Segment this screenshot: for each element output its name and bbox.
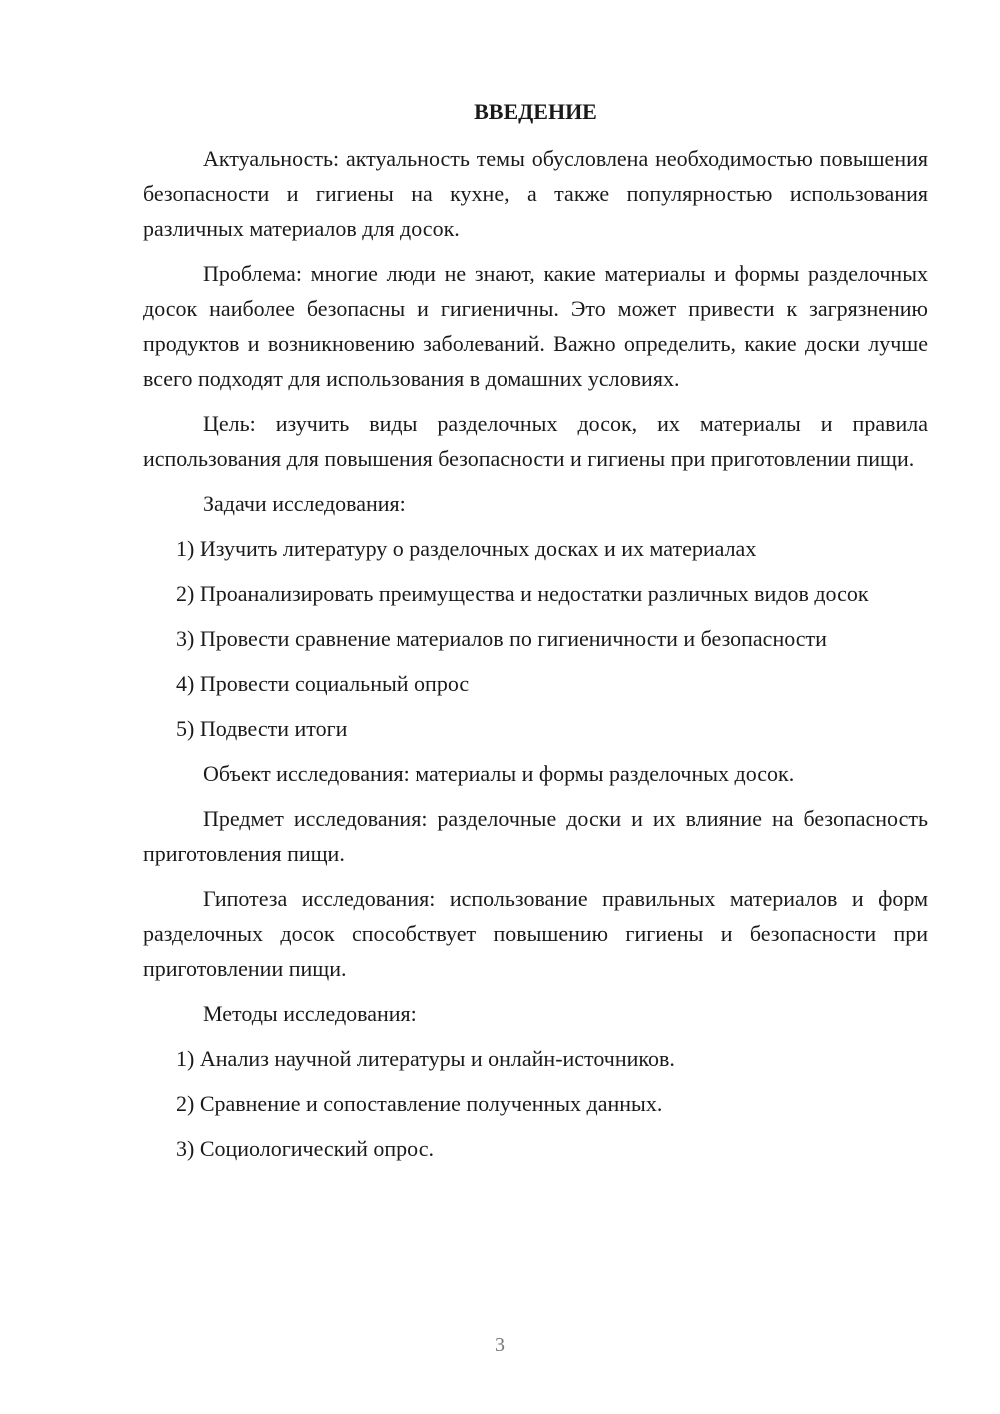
method-item: 2) Сравнение и сопоставление полученных данных. bbox=[176, 1091, 663, 1116]
task-item: 5) Подвести итоги bbox=[176, 716, 348, 741]
object-paragraph: Объект исследования: материалы и формы разделочных досок. bbox=[203, 761, 795, 786]
task-item: 1) Изучить литературу о разделочных досках и их материалах bbox=[176, 536, 757, 561]
tasks-heading: Задачи исследования: bbox=[203, 491, 406, 516]
relevance-paragraph: Актуальность: актуальность темы обусловлена необходимостью повышения безопасности и гигиены на кухне, а также популярностью использования различных материалов для досок. bbox=[143, 146, 928, 241]
problem-paragraph: Проблема: многие люди не знают, какие материалы и формы разделочных досок наиболее безопасны и гигиеничны. Это может привести к загрязнению продуктов и возникновению заболеваний. Важно определить, какие доски лучше всего подходят для использования в домашних условиях. bbox=[143, 261, 928, 391]
method-item: 1) Анализ научной литературы и онлайн-источников. bbox=[176, 1046, 675, 1071]
section-title: ВВЕДЕНИЕ bbox=[474, 99, 597, 124]
subject-paragraph: Предмет исследования: разделочные доски и их влияние на безопасность приготовления пищи. bbox=[143, 806, 928, 866]
task-item: 2) Проанализировать преимущества и недостатки различных видов досок bbox=[176, 581, 869, 606]
task-item: 3) Провести сравнение материалов по гигиеничности и безопасности bbox=[176, 626, 827, 651]
method-item: 3) Социологический опрос. bbox=[176, 1136, 434, 1161]
page-content bbox=[143, 94, 928, 1176]
goal-paragraph: Цель: изучить виды разделочных досок, их материалы и правила использования для повышения безопасности и гигиены при приготовлении пищи. bbox=[143, 411, 928, 471]
hypothesis-paragraph: Гипотеза исследования: использование правильных материалов и форм разделочных досок способствует повышению гигиены и безопасности при приготовлении пищи. bbox=[143, 886, 928, 981]
methods-heading: Методы исследования: bbox=[203, 1001, 417, 1026]
task-item: 4) Провести социальный опрос bbox=[176, 671, 470, 696]
page-number: 3 bbox=[495, 1334, 505, 1356]
